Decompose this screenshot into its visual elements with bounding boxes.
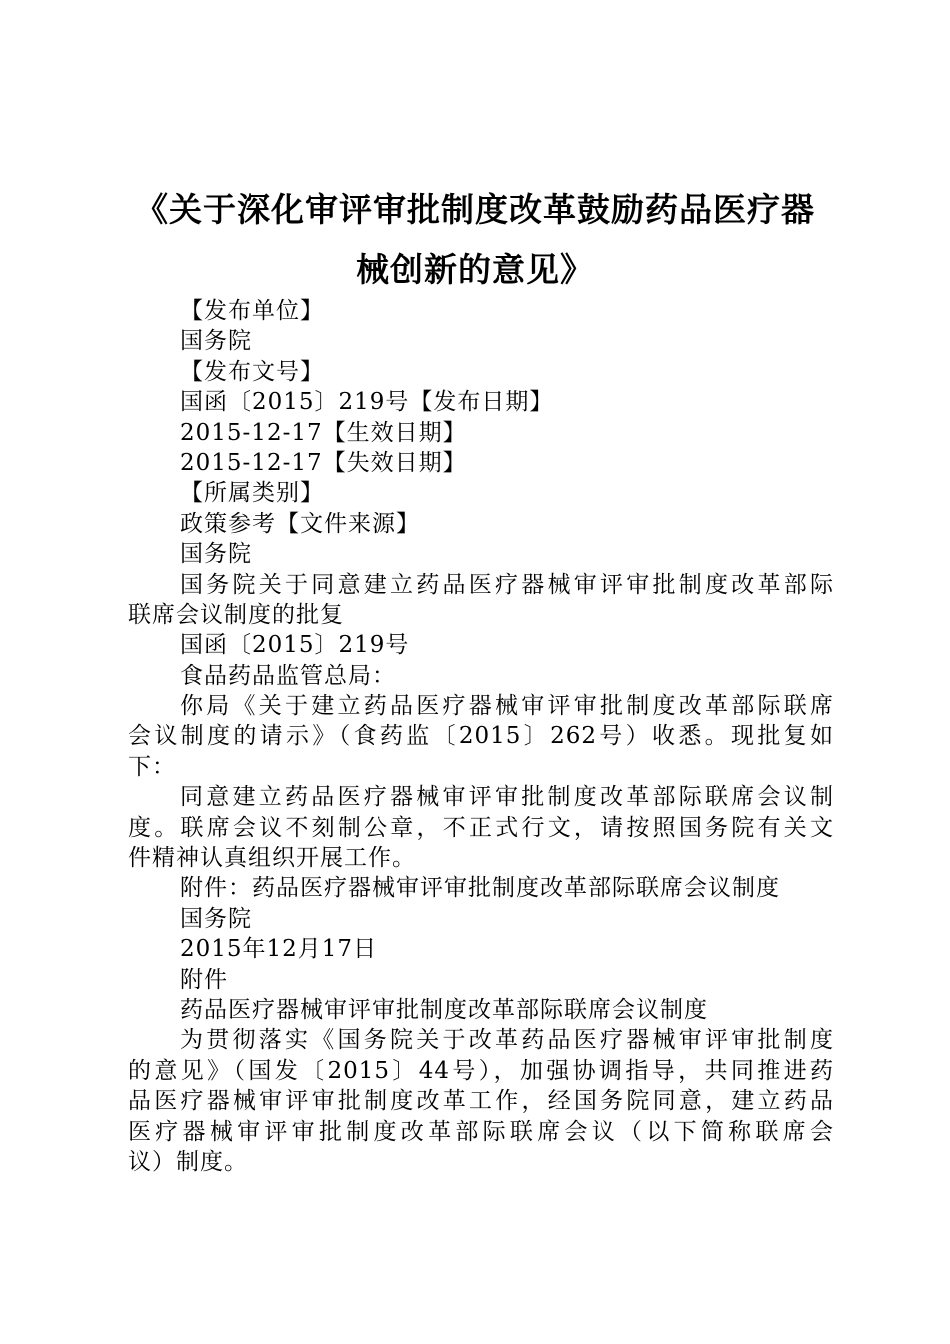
attachment-note: 附件：药品医疗器械审评审批制度改革部际联席会议制度 — [180, 875, 780, 902]
document-title-line-2: 械创新的意见》 — [356, 250, 594, 289]
letter-para1-line-3: 下： — [128, 753, 176, 780]
appendix-para1-line-2: 的意见》（国发〔2015〕44号），加强协调指导，共同推进药 — [128, 1057, 834, 1084]
appendix-para1-line-5: 议）制度。 — [128, 1148, 248, 1175]
effective-date: 2015-12-17【失效日期】 — [180, 449, 467, 476]
letter-number: 国函〔2015〕219号 — [180, 632, 410, 659]
letter-para1-line-1: 你局《关于建立药品医疗器械审评审批制度改革部际联席 — [180, 693, 834, 720]
appendix-para1-line-3: 品医疗器械审评审批制度改革工作，经国务院同意，建立药品 — [128, 1088, 834, 1115]
publish-date: 2015-12-17【生效日期】 — [180, 419, 467, 446]
source: 国务院 — [180, 541, 252, 568]
publisher: 国务院 — [180, 328, 252, 355]
appendix-para1-line-4: 医疗器械审评审批制度改革部际联席会议（以下简称联席会 — [128, 1118, 834, 1145]
letter-subject-line-1: 国务院关于同意建立药品医疗器械审评审批制度改革部际 — [180, 571, 834, 598]
appendix-para1-line-1: 为贯彻落实《国务院关于改革药品医疗器械审评审批制度 — [180, 1027, 834, 1054]
letter-recipient: 食品药品监管总局： — [180, 662, 396, 689]
doc-number-label: 【发布文号】 — [180, 358, 324, 385]
category: 政策参考【文件来源】 — [180, 510, 420, 537]
letter-para2-line-2: 度。联席会议不刻制公章，不正式行文，请按照国务院有关文 — [128, 814, 834, 841]
letter-para1-line-2: 会议制度的请示》（食药监〔2015〕262号）收悉。现批复如 — [128, 723, 834, 750]
signature: 国务院 — [180, 905, 252, 932]
letter-subject-line-2: 联席会议制度的批复 — [128, 601, 344, 628]
signature-date: 2015年12月17日 — [180, 936, 378, 963]
publisher-label: 【发布单位】 — [180, 298, 324, 324]
document-title-line-1: 《关于深化审评审批制度改革鼓励药品医疗器 — [135, 190, 815, 229]
letter-para2-line-3: 件精神认真组织开展工作。 — [128, 845, 416, 872]
doc-number: 国函〔2015〕219号【发布日期】 — [180, 389, 554, 416]
category-label: 【所属类别】 — [180, 480, 324, 507]
appendix-title: 药品医疗器械审评审批制度改革部际联席会议制度 — [180, 996, 708, 1023]
appendix-label: 附件 — [180, 966, 228, 993]
document-body — [128, 296, 834, 1177]
letter-para2-line-1: 同意建立药品医疗器械审评审批制度改革部际联席会议制 — [180, 784, 834, 811]
